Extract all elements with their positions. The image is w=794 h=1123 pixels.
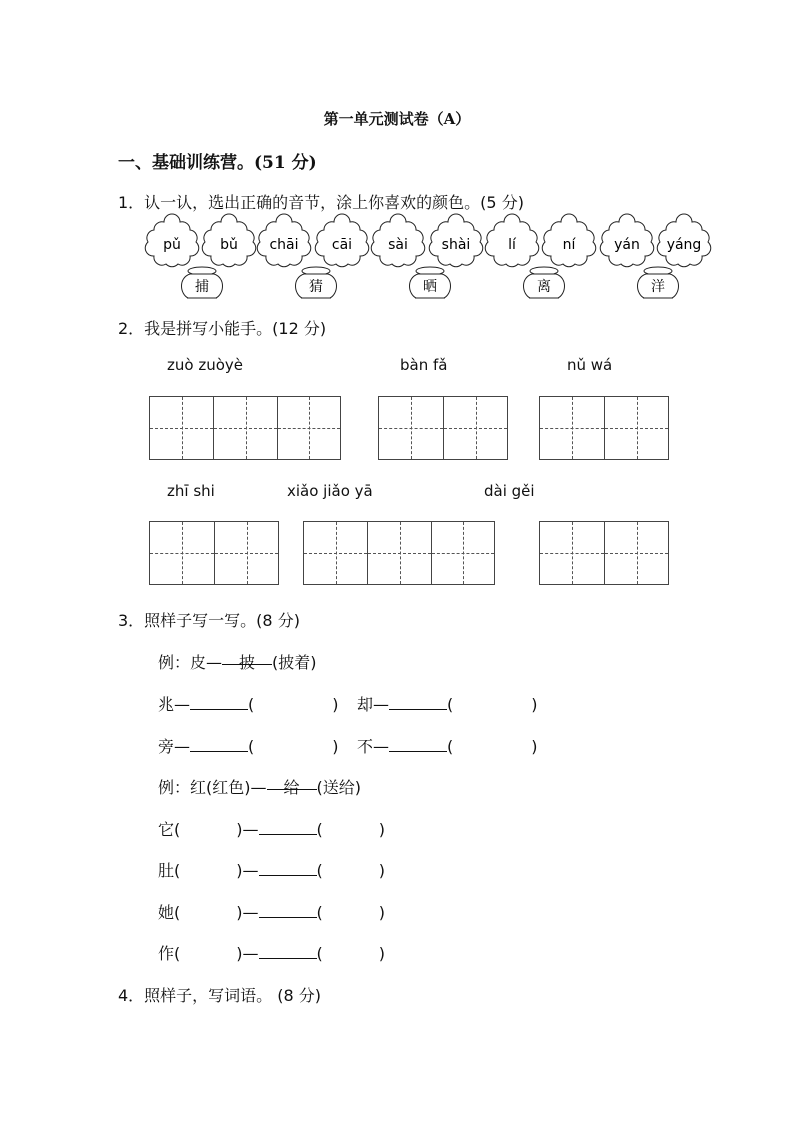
- syllable-cloud-2[interactable]: [257, 214, 310, 267]
- row-pang: 旁— ( ): [158, 737, 339, 756]
- char-que: 却—: [357, 695, 390, 714]
- writing-grid-banfa[interactable]: [378, 396, 508, 460]
- writing-grid-nuwa[interactable]: [539, 396, 669, 460]
- jar-4: [638, 267, 679, 298]
- jar-character: 洋: [651, 279, 665, 295]
- syllable-cloud-7[interactable]: [542, 214, 595, 267]
- syllable-text: ní: [562, 237, 576, 253]
- syllable-cloud-3[interactable]: [315, 214, 368, 267]
- row-zhao: 兆— ( ): [158, 695, 339, 714]
- jar-1: [296, 267, 337, 298]
- syllable-text: lí: [508, 237, 516, 253]
- example-1-answer: 披: [222, 650, 272, 665]
- blank-du[interactable]: [259, 861, 317, 876]
- syllable-text: yáng: [666, 237, 702, 253]
- question-4-label: 4．照样子，写词语。 (8 分): [118, 986, 322, 1005]
- pinyin-nuwa: nǔ wá: [567, 356, 613, 374]
- syllable-text: shài: [441, 237, 471, 253]
- syllable-text: pǔ: [163, 237, 181, 253]
- example-2: [158, 775, 361, 798]
- syllable-cloud-0[interactable]: [145, 214, 198, 267]
- pinyin-banfa: bàn fǎ: [400, 356, 448, 374]
- char-zhao: 兆—: [158, 695, 191, 714]
- writing-grid-xiaojiaoya[interactable]: [303, 521, 495, 585]
- syllable-cloud-6[interactable]: [485, 214, 538, 267]
- example-1-prefix: 例：皮—: [158, 653, 223, 672]
- syllable-cloud-8[interactable]: [600, 214, 653, 267]
- pinyin-zuoye: zuò zuòyè: [167, 356, 243, 374]
- syllable-cloud-1[interactable]: [202, 214, 255, 267]
- question-2-label: 2．我是拼写小能手。(12 分): [118, 319, 327, 338]
- row-que: 却— ( ): [357, 695, 538, 714]
- example-1-suffix: (披着): [272, 653, 317, 672]
- blank-zhao[interactable]: [190, 695, 248, 710]
- row-ta2: 她( )— ( ): [158, 903, 386, 922]
- blank-bu[interactable]: [389, 737, 447, 752]
- jar-2: [410, 267, 451, 298]
- char-ta2: 她: [158, 903, 175, 922]
- char-pang: 旁—: [158, 737, 191, 756]
- row-zuo: 作( )— ( ): [158, 944, 386, 963]
- jar-character: 晒: [423, 279, 437, 295]
- jar-character: 离: [537, 279, 551, 295]
- row-du: 肚( )— ( ): [158, 861, 386, 880]
- syllable-text: cāi: [331, 237, 353, 253]
- syllable-text: sài: [388, 237, 408, 253]
- blank-ta2[interactable]: [259, 903, 317, 918]
- pinyin-xiaojiaoya: xiǎo jiǎo yā: [287, 482, 373, 500]
- char-ta: 它: [158, 820, 175, 839]
- blank-zuo[interactable]: [259, 944, 317, 959]
- row-bu: 不— ( ): [357, 737, 538, 756]
- blank-que[interactable]: [389, 695, 447, 710]
- syllable-text: chāi: [269, 237, 299, 253]
- writing-grid-zuoye[interactable]: [149, 396, 341, 460]
- question-3-label: 3．照样子写一写。(8 分): [118, 611, 300, 630]
- syllable-cloud-5[interactable]: [429, 214, 482, 267]
- writing-grid-zhishi[interactable]: [149, 521, 279, 585]
- jar-character: 捕: [195, 279, 209, 295]
- section-heading: 一、基础训练营。(51 分): [118, 153, 317, 173]
- pinyin-zhishi: zhī shi: [167, 482, 215, 500]
- char-zuo: 作: [158, 944, 175, 963]
- question-1-label: 1．认一认，选出正确的音节，涂上你喜欢的颜色。(5 分): [118, 193, 524, 212]
- blank-pang[interactable]: [190, 737, 248, 752]
- syllable-text: bǔ: [220, 237, 238, 253]
- jar-0: [182, 267, 223, 298]
- blank-ta[interactable]: [259, 820, 317, 835]
- example-1: [158, 650, 317, 673]
- char-du: 肚: [158, 861, 175, 880]
- writing-grid-daigei[interactable]: [539, 521, 669, 585]
- syllable-cloud-4[interactable]: [371, 214, 424, 267]
- jar-3: [524, 267, 565, 298]
- syllable-text: yán: [614, 237, 640, 253]
- char-bu: 不—: [357, 737, 390, 756]
- example-2-prefix: 例：红(红色)—: [158, 778, 267, 797]
- row-ta: 它( )— ( ): [158, 820, 386, 839]
- pinyin-daigei: dài gěi: [484, 482, 535, 500]
- page-title: 第一单元测试卷（A）: [323, 110, 471, 128]
- jar-character: 猜: [309, 279, 323, 295]
- example-2-suffix: (送给): [316, 778, 361, 797]
- syllable-cloud-9[interactable]: [657, 214, 710, 267]
- example-2-answer: 给: [267, 775, 317, 790]
